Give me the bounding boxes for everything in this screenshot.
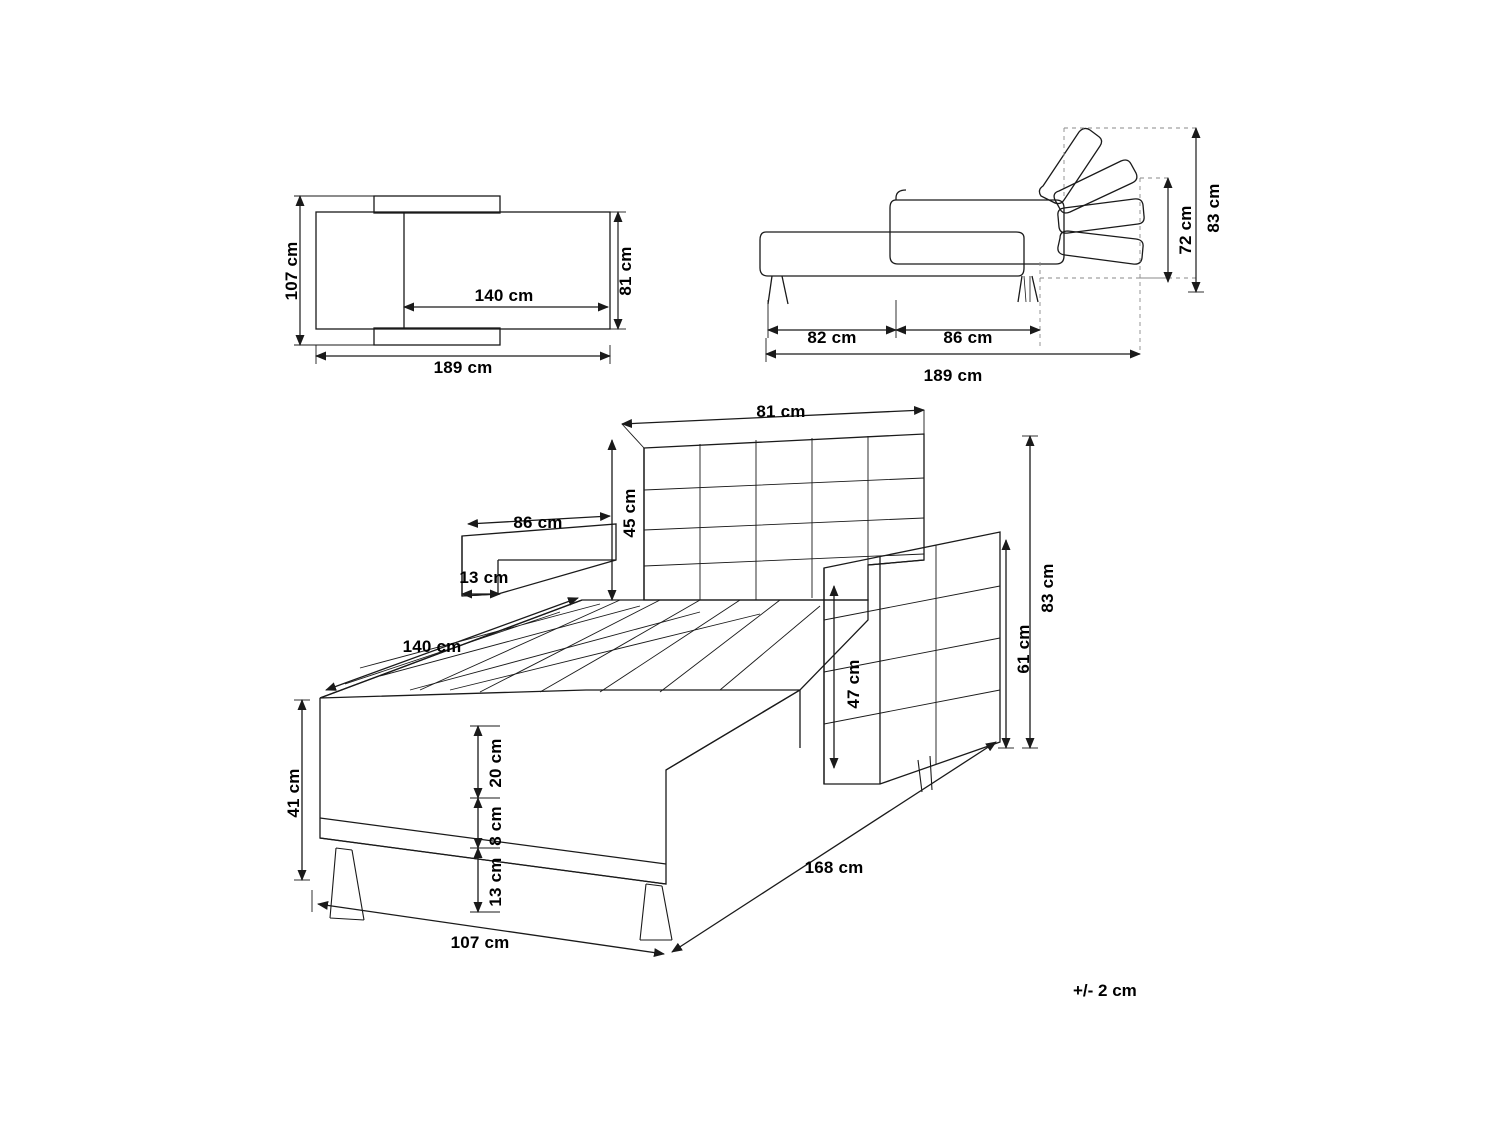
dimension-label-side-82: 82 cm (807, 328, 857, 347)
dimension-label-top-81: 81 cm (616, 246, 635, 296)
dimension-label-top-107: 107 cm (282, 241, 301, 301)
dimension-label-persp-20: 20 cm (486, 738, 505, 788)
side-view-dimensions (766, 128, 1204, 362)
dimension-label-top-189: 189 cm (433, 358, 493, 377)
dimension-label-side-189: 189 cm (923, 366, 983, 385)
top-view-dimensions (294, 196, 626, 364)
dimension-label-persp-83: 83 cm (1038, 563, 1057, 613)
top-view-outline (316, 196, 610, 345)
dimension-label-persp-47: 47 cm (844, 659, 863, 709)
dimension-label-side-72: 72 cm (1176, 205, 1195, 255)
dimension-label-persp-107: 107 cm (450, 933, 510, 952)
perspective-view-outline (320, 434, 1000, 940)
dimension-label-persp-86: 86 cm (513, 513, 563, 532)
tolerance-note: +/- 2 cm (1073, 981, 1137, 1000)
dimension-label-persp-41: 41 cm (284, 768, 303, 818)
dimension-label-side-83: 83 cm (1204, 183, 1223, 233)
dimension-label-persp-45: 45 cm (620, 488, 639, 538)
dimension-label-persp-8: 8 cm (486, 806, 505, 846)
dimension-label-persp-168: 168 cm (804, 858, 864, 877)
dimension-label-top-140: 140 cm (474, 286, 534, 305)
dimension-label-side-86: 86 cm (943, 328, 993, 347)
dimension-label-persp-13-arm: 13 cm (459, 568, 509, 587)
dimension-label-persp-81: 81 cm (756, 402, 806, 421)
dimension-label-persp-140: 140 cm (402, 637, 462, 656)
dimension-label-persp-61: 61 cm (1014, 624, 1033, 674)
side-view-outline (760, 128, 1144, 304)
dimension-label-persp-13-leg: 13 cm (486, 857, 505, 907)
